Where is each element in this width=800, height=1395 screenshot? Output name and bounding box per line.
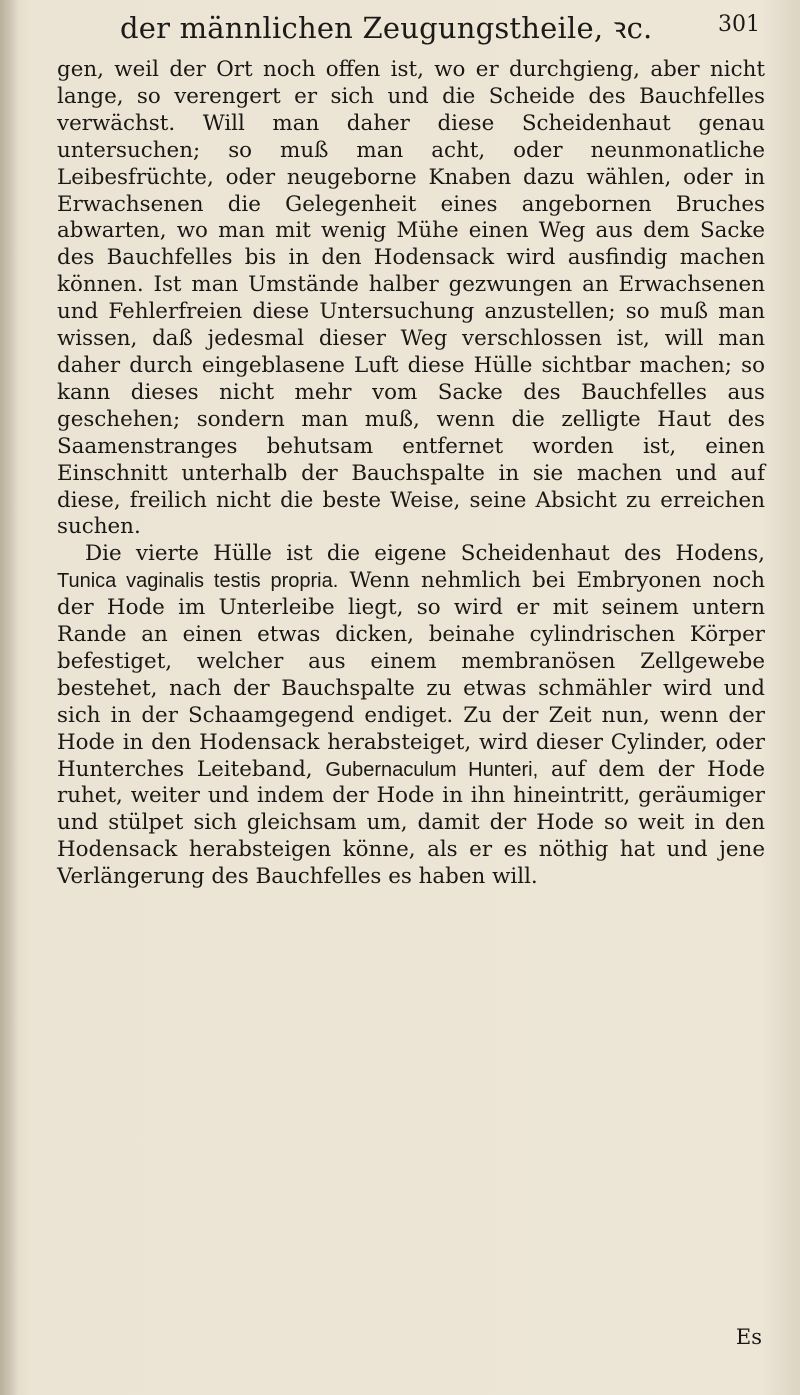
paragraph-2-end: auf dem der Hode ruhet, weiter und indem der Hode in ihn hineintritt, geräumiger und stülpet sich gleichsam um, damit der Hode so weit in den Hodensack herabsteigen könne, als er es nöthig hat und jene Verlängerung des Bauchfelles es haben will. bbox=[57, 756, 765, 890]
gutter-shadow bbox=[0, 0, 18, 1395]
latin-term-tunica: Tunica vaginalis testis propria. bbox=[57, 570, 339, 593]
catchword: Es bbox=[735, 1325, 762, 1349]
body-text bbox=[57, 57, 765, 891]
page-number: 301 bbox=[718, 12, 760, 37]
running-head: der männlichen Zeugungstheile, ꝛc. bbox=[120, 11, 653, 45]
paragraph-2-start: Die vierte Hülle ist die eigene Scheidenhaut des Hodens, bbox=[85, 541, 765, 567]
paragraph-2-middle: Wenn nehmlich bei Embryonen noch der Hode im Unterleibe liegt, so wird er mit seinem untern Rande an einen etwas dicken, beinahe cylindrischen Körper befestiget, welcher aus einem membranösen Zellgewebe bestehet, nach der Bauchspalte zu etwas schmähler wird und sich in der Schaamgegend endiget. Zu der Zeit nun, wenn der Hode in den Hodensack herabsteiget, wird dieser Cylinder, oder Hunterches Leiteband, bbox=[57, 568, 765, 782]
paragraph-2 bbox=[57, 541, 765, 891]
page-header bbox=[55, 0, 760, 50]
paragraph-1: gen, weil der Ort noch offen ist, wo er durchgieng, aber nicht lange, so verengert er sich und die Scheide des Bauchfelles verwächst. Will man daher diese Scheidenhaut genau untersuchen; so muß man acht, oder neunmonatliche Leibesfrüchte, oder neugeborne Knaben dazu wählen, oder in Erwachsenen die Gelegenheit eines angebornen Bruches abwarten, wo man mit wenig Mühe einen Weg aus dem Sacke des Bauchfelles bis in den Hodensack wird ausfindig machen können. Ist man Umstände halber gezwungen an Erwachsenen und Fehlerfreien diese Untersuchung anzustellen; so muß man wissen, daß jedesmal dieser Weg verschlossen ist, will man daher durch eingeblasene Luft diese Hülle sichtbar machen; so kann dieses nicht mehr vom Sacke des Bauchfelles aus geschehen; sondern man muß, wenn die zelligte Haut des Saamenstranges behutsam entfernet worden ist, einen Einschnitt unterhalb der Bauchspalte in sie machen und auf diese, freilich nicht die beste Weise, seine Absicht zu erreichen suchen. bbox=[57, 57, 765, 540]
latin-term-gubernaculum: Gubernaculum Hunteri, bbox=[325, 758, 539, 781]
